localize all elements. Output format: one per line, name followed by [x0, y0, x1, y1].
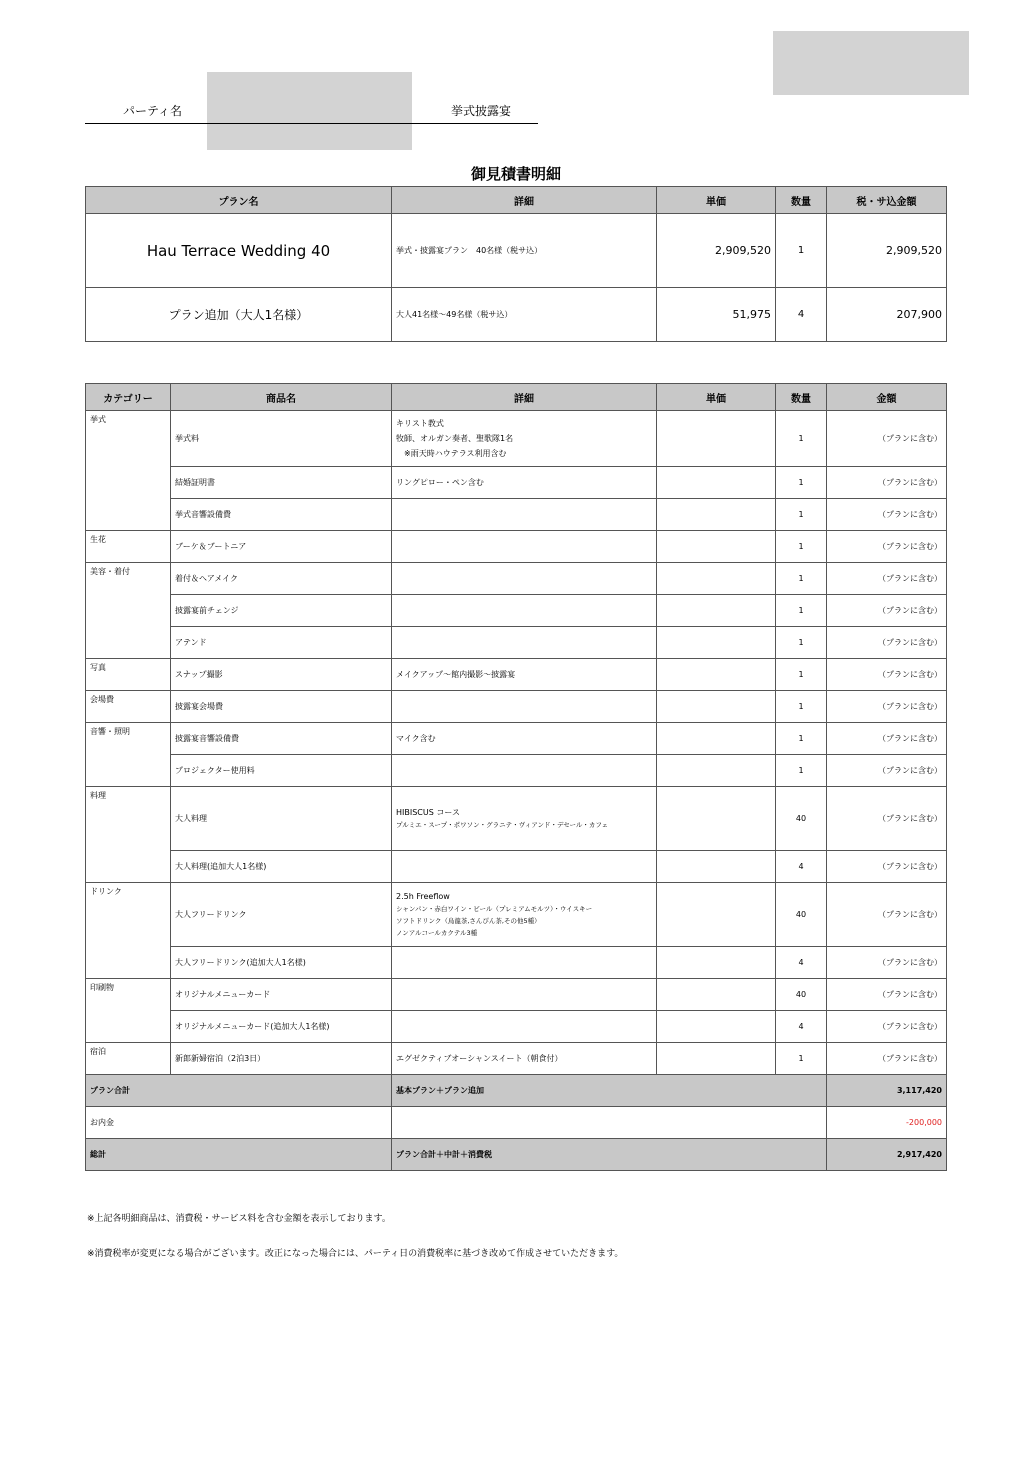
amount-cell: （プランに含む） [827, 723, 947, 755]
plan-header-row [86, 187, 947, 214]
item-name: 披露宴会場費 [171, 691, 392, 723]
redacted-party-name [207, 72, 412, 150]
item-name: アテンド [171, 627, 392, 659]
amount-cell: （プランに含む） [827, 467, 947, 499]
unit-price-cell [657, 467, 776, 499]
deposit-label: お内金 [86, 1107, 392, 1139]
plan-amount: 2,909,520 [827, 214, 947, 288]
col-header-category: カテゴリー [86, 384, 171, 411]
item-detail [392, 411, 657, 467]
deposit-detail [392, 1107, 827, 1139]
unit-price-cell [657, 627, 776, 659]
table-row [86, 627, 947, 659]
unit-price-cell [657, 979, 776, 1011]
category-cell: 写真 [86, 659, 171, 691]
unit-price-cell [657, 851, 776, 883]
qty-cell: 40 [776, 979, 827, 1011]
unit-price-cell [657, 1011, 776, 1043]
category-cell: 音響・照明 [86, 723, 171, 787]
plan-total-value: 3,117,420 [827, 1075, 947, 1107]
item-name: 大人料理 [171, 787, 392, 851]
footnote-tax-included: ※上記各明細商品は、消費税・サービス料を含む金額を表示しております。 [87, 1214, 391, 1224]
table-row [86, 755, 947, 787]
plan-detail: 挙式・披露宴プラン 40名様（税サ込） [392, 214, 657, 288]
party-name-underline [85, 123, 538, 124]
plan-table [85, 186, 947, 342]
table-row [86, 214, 947, 288]
unit-price-cell [657, 1043, 776, 1075]
item-name: ブーケ＆ブートニア [171, 531, 392, 563]
item-name: オリジナルメニューカード [171, 979, 392, 1011]
table-row [86, 659, 947, 691]
plan-qty: 4 [776, 288, 827, 342]
footnote-tax-rate-change: ※消費税率が変更になる場合がございます。改正になった場合には、パーティ日の消費税率に基づき改めて作成させていただきます。 [87, 1249, 624, 1259]
amount-cell: （プランに含む） [827, 947, 947, 979]
table-row [86, 288, 947, 342]
plan-unit-price: 51,975 [657, 288, 776, 342]
qty-cell: 1 [776, 659, 827, 691]
item-name: 挙式料 [171, 411, 392, 467]
amount-cell: （プランに含む） [827, 499, 947, 531]
amount-cell: （プランに含む） [827, 659, 947, 691]
category-cell: 美容・着付 [86, 563, 171, 659]
category-cell: 宿泊 [86, 1043, 171, 1075]
qty-cell: 1 [776, 1043, 827, 1075]
deposit-value: -200,000 [827, 1107, 947, 1139]
qty-cell: 4 [776, 1011, 827, 1043]
amount-cell: （プランに含む） [827, 787, 947, 851]
qty-cell: 1 [776, 595, 827, 627]
item-detail [392, 595, 657, 627]
item-name: 大人フリードリンク(追加大人1名様) [171, 947, 392, 979]
unit-price-cell [657, 691, 776, 723]
item-detail [392, 563, 657, 595]
item-name: 大人フリードリンク [171, 883, 392, 947]
detail-line: HIBISCUS コース [396, 807, 460, 817]
table-row [86, 531, 947, 563]
table-row [86, 947, 947, 979]
detail-line: キリスト教式 [396, 418, 444, 428]
unit-price-cell [657, 723, 776, 755]
plan-detail: 大人41名様〜49名様（税サ込） [392, 288, 657, 342]
document-title: 御見積書明細 [470, 165, 561, 183]
table-row [86, 467, 947, 499]
table-row [86, 883, 947, 947]
category-cell: 生花 [86, 531, 171, 563]
amount-cell: （プランに含む） [827, 411, 947, 467]
table-row [86, 1011, 947, 1043]
item-name: プロジェクター使用料 [171, 755, 392, 787]
detail-line: プルミエ・スープ・ポワソン・グラニテ・ヴィアンド・デセール・カフェ [396, 820, 609, 829]
category-cell: 印刷物 [86, 979, 171, 1043]
grand-total-value: 2,917,420 [827, 1139, 947, 1171]
amount-cell: （プランに含む） [827, 851, 947, 883]
qty-cell: 1 [776, 691, 827, 723]
item-detail [392, 499, 657, 531]
table-row [86, 595, 947, 627]
item-detail [392, 1011, 657, 1043]
col-header-amount: 金額 [827, 384, 947, 411]
item-detail [392, 851, 657, 883]
grand-total-row [86, 1139, 947, 1171]
amount-cell: （プランに含む） [827, 1011, 947, 1043]
col-header-detail: 詳細 [392, 187, 657, 214]
amount-cell: （プランに含む） [827, 883, 947, 947]
item-detail [392, 787, 657, 851]
detail-line: ノンアルコールカクテル3種 [396, 928, 478, 937]
detail-line: 2.5h Freeflow [396, 891, 450, 901]
item-detail: メイクアップ〜館内撮影〜披露宴 [392, 659, 657, 691]
unit-price-cell [657, 411, 776, 467]
plan-total-row [86, 1075, 947, 1107]
table-row [86, 851, 947, 883]
table-row [86, 723, 947, 755]
item-detail [392, 627, 657, 659]
qty-cell: 1 [776, 411, 827, 467]
col-header-amount: 税・サ込金額 [827, 187, 947, 214]
item-name: スナップ撮影 [171, 659, 392, 691]
col-header-unit-price: 単価 [657, 384, 776, 411]
amount-cell: （プランに含む） [827, 627, 947, 659]
qty-cell: 4 [776, 851, 827, 883]
col-header-detail: 詳細 [392, 384, 657, 411]
deposit-row [86, 1107, 947, 1139]
col-header-qty: 数量 [776, 187, 827, 214]
category-cell: ドリンク [86, 883, 171, 979]
col-header-qty: 数量 [776, 384, 827, 411]
amount-cell: （プランに含む） [827, 979, 947, 1011]
unit-price-cell [657, 947, 776, 979]
party-type: 挙式披露宴 [451, 104, 512, 118]
amount-cell: （プランに含む） [827, 595, 947, 627]
table-row [86, 1043, 947, 1075]
plan-qty: 1 [776, 214, 827, 288]
qty-cell: 1 [776, 563, 827, 595]
item-detail: マイク含む [392, 723, 657, 755]
grand-total-label: 総計 [86, 1139, 392, 1171]
item-name: 大人料理(追加大人1名様) [171, 851, 392, 883]
item-detail: リングピロー・ペン含む [392, 467, 657, 499]
col-header-unit-price: 単価 [657, 187, 776, 214]
items-table [85, 383, 947, 1171]
qty-cell: 1 [776, 499, 827, 531]
item-name: 新郎新婦宿泊（2泊3日） [171, 1043, 392, 1075]
amount-cell: （プランに含む） [827, 1043, 947, 1075]
table-row [86, 979, 947, 1011]
qty-cell: 4 [776, 947, 827, 979]
item-detail [392, 883, 657, 947]
plan-name: Hau Terrace Wedding 40 [86, 214, 392, 288]
qty-cell: 1 [776, 755, 827, 787]
amount-cell: （プランに含む） [827, 563, 947, 595]
category-cell: 会場費 [86, 691, 171, 723]
col-header-plan-name: プラン名 [86, 187, 392, 214]
qty-cell: 1 [776, 723, 827, 755]
item-name: 結婚証明書 [171, 467, 392, 499]
item-detail [392, 531, 657, 563]
unit-price-cell [657, 531, 776, 563]
unit-price-cell [657, 883, 776, 947]
plan-total-detail: 基本プラン＋プラン追加 [392, 1075, 827, 1107]
category-cell: 料理 [86, 787, 171, 883]
item-detail [392, 691, 657, 723]
table-row [86, 563, 947, 595]
item-detail [392, 979, 657, 1011]
plan-name: プラン追加（大人1名様） [86, 288, 392, 342]
unit-price-cell [657, 499, 776, 531]
qty-cell: 40 [776, 883, 827, 947]
qty-cell: 1 [776, 531, 827, 563]
unit-price-cell [657, 563, 776, 595]
unit-price-cell [657, 787, 776, 851]
item-name: オリジナルメニューカード(追加大人1名様) [171, 1011, 392, 1043]
item-detail: エグゼクティブオーシャンスイート（朝食付） [392, 1043, 657, 1075]
items-header-row [86, 384, 947, 411]
amount-cell: （プランに含む） [827, 691, 947, 723]
amount-cell: （プランに含む） [827, 531, 947, 563]
qty-cell: 1 [776, 467, 827, 499]
table-row [86, 411, 947, 467]
detail-line: 牧師、オルガン奏者、聖歌隊1名 [396, 433, 514, 443]
col-header-item-name: 商品名 [171, 384, 392, 411]
party-name-label: パーティ名 [123, 104, 183, 118]
category-cell: 挙式 [86, 411, 171, 531]
plan-total-label: プラン合計 [86, 1075, 392, 1107]
unit-price-cell [657, 755, 776, 787]
unit-price-cell [657, 659, 776, 691]
plan-unit-price: 2,909,520 [657, 214, 776, 288]
item-name: 挙式音響設備費 [171, 499, 392, 531]
grand-total-detail: プラン合計＋中計＋消費税 [392, 1139, 827, 1171]
plan-amount: 207,900 [827, 288, 947, 342]
item-name: 披露宴音響設備費 [171, 723, 392, 755]
item-name: 着付＆ヘアメイク [171, 563, 392, 595]
redacted-stamp-area [773, 31, 969, 95]
table-row [86, 787, 947, 851]
item-name: 披露宴前チェンジ [171, 595, 392, 627]
detail-line: ※雨天時ハウテラス利用含む [404, 448, 507, 458]
detail-line: シャンパン・赤白ワイン・ビール（プレミアムモルツ）・ウイスキー [396, 904, 593, 913]
item-detail [392, 947, 657, 979]
qty-cell: 40 [776, 787, 827, 851]
item-detail [392, 755, 657, 787]
amount-cell: （プランに含む） [827, 755, 947, 787]
table-row [86, 691, 947, 723]
detail-line: ソフトドリンク（烏龍茶,さんぴん茶,その他5種） [396, 916, 541, 925]
qty-cell: 1 [776, 627, 827, 659]
unit-price-cell [657, 595, 776, 627]
table-row [86, 499, 947, 531]
